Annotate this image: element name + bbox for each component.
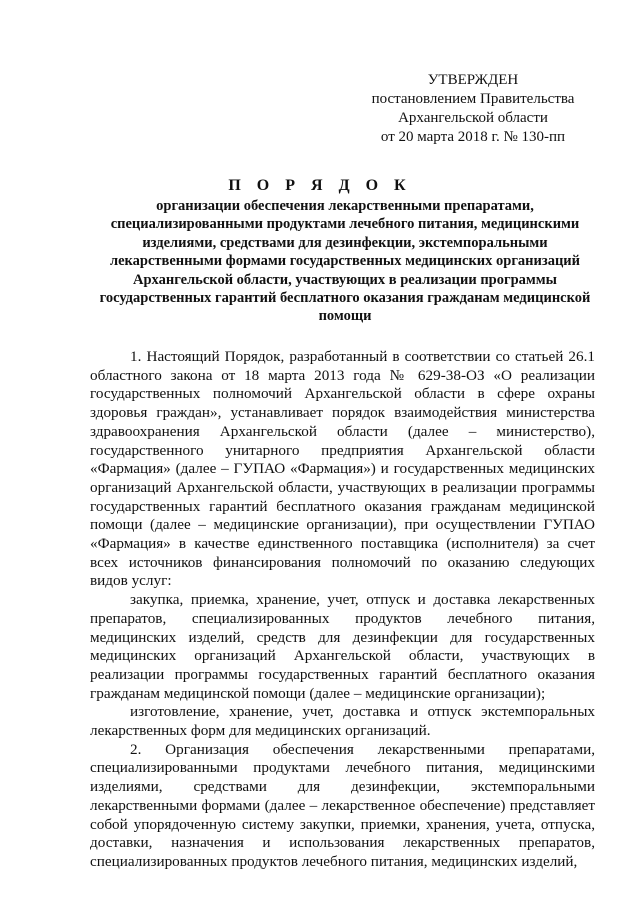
- paragraph-3: изготовление, хранение, учет, доставка и отпуск экстемпоральных лекарственных форм для медицинских организаций.: [90, 703, 595, 740]
- paragraph-2: закупка, приемка, хранение, учет, отпуск и доставка лекарственных препаратов, специализированных продуктов лечебного питания, медицинских изделий, средств для дезинфекции для государственных медицинских организаций Архангельской области, участвующих в реализации программы государственных гарантий бесплатного оказания гражданам медицинской помощи (далее – медицинские организации);: [90, 591, 595, 702]
- document-subtitle: организации обеспечения лекарственными препаратами, специализированными продуктами лечебного питания, медицинскими изделиями, средствами для дезинфекции, экстемпоральными лекарственными формами государственных медицинских организаций Архангельской области, участвующих в реализации программы государственных гарантий бесплатного оказания гражданам медицинской помощи: [99, 198, 591, 325]
- paragraph-4: 2. Организация обеспечения лекарственными препаратами, специализированными продуктами лечебного питания, медицинскими изделиями, средствами для дезинфекции, экстемпоральными лекарственными формами (далее – лекарственное обеспечение) представляет собой упорядоченную систему закупки, приемки, хранения, учета, отпуска, доставки, назначения и использования лекарственных препаратов, специализированных продуктов лечебного питания, медицинских изделий,: [90, 740, 595, 870]
- paragraph-1: 1. Настоящий Порядок, разработанный в соответствии со статьей 26.1 областного закона от 18 марта 2013 года № 629-38-ОЗ «О реализации государственных полномочий Архангельской области в сфере охраны здоровья граждан», устанавливает порядок взаимодействия министерства здравоохранения Архангельской области (далее – министерство), государственного унитарного предприятия Архангельской области «Фармация» (далее – ГУПАО «Фармация») и государственных медицинских организаций Архангельской области, участвующих в реализации программы государственных гарантий бесплатного оказания гражданам медицинской помощи (далее – медицинские организации), при осуществлении ГУПАО «Фармация» в качестве единственного поставщика (исполнителя) за счет всех источников финансирования полномочий по оказанию следующих видов услуг:: [90, 348, 595, 590]
- approval-line-3: Архангельской области: [398, 110, 548, 126]
- approval-line-2: постановлением Правительства: [371, 91, 575, 107]
- document-body: [90, 348, 595, 872]
- approval-stamp: [368, 71, 578, 147]
- approval-line-1: УТВЕРЖДЕН: [427, 72, 519, 88]
- approval-line-4: от 20 марта 2018 г. № 130-пп: [380, 129, 566, 145]
- document-title: П О Р Я Д О К: [228, 177, 412, 194]
